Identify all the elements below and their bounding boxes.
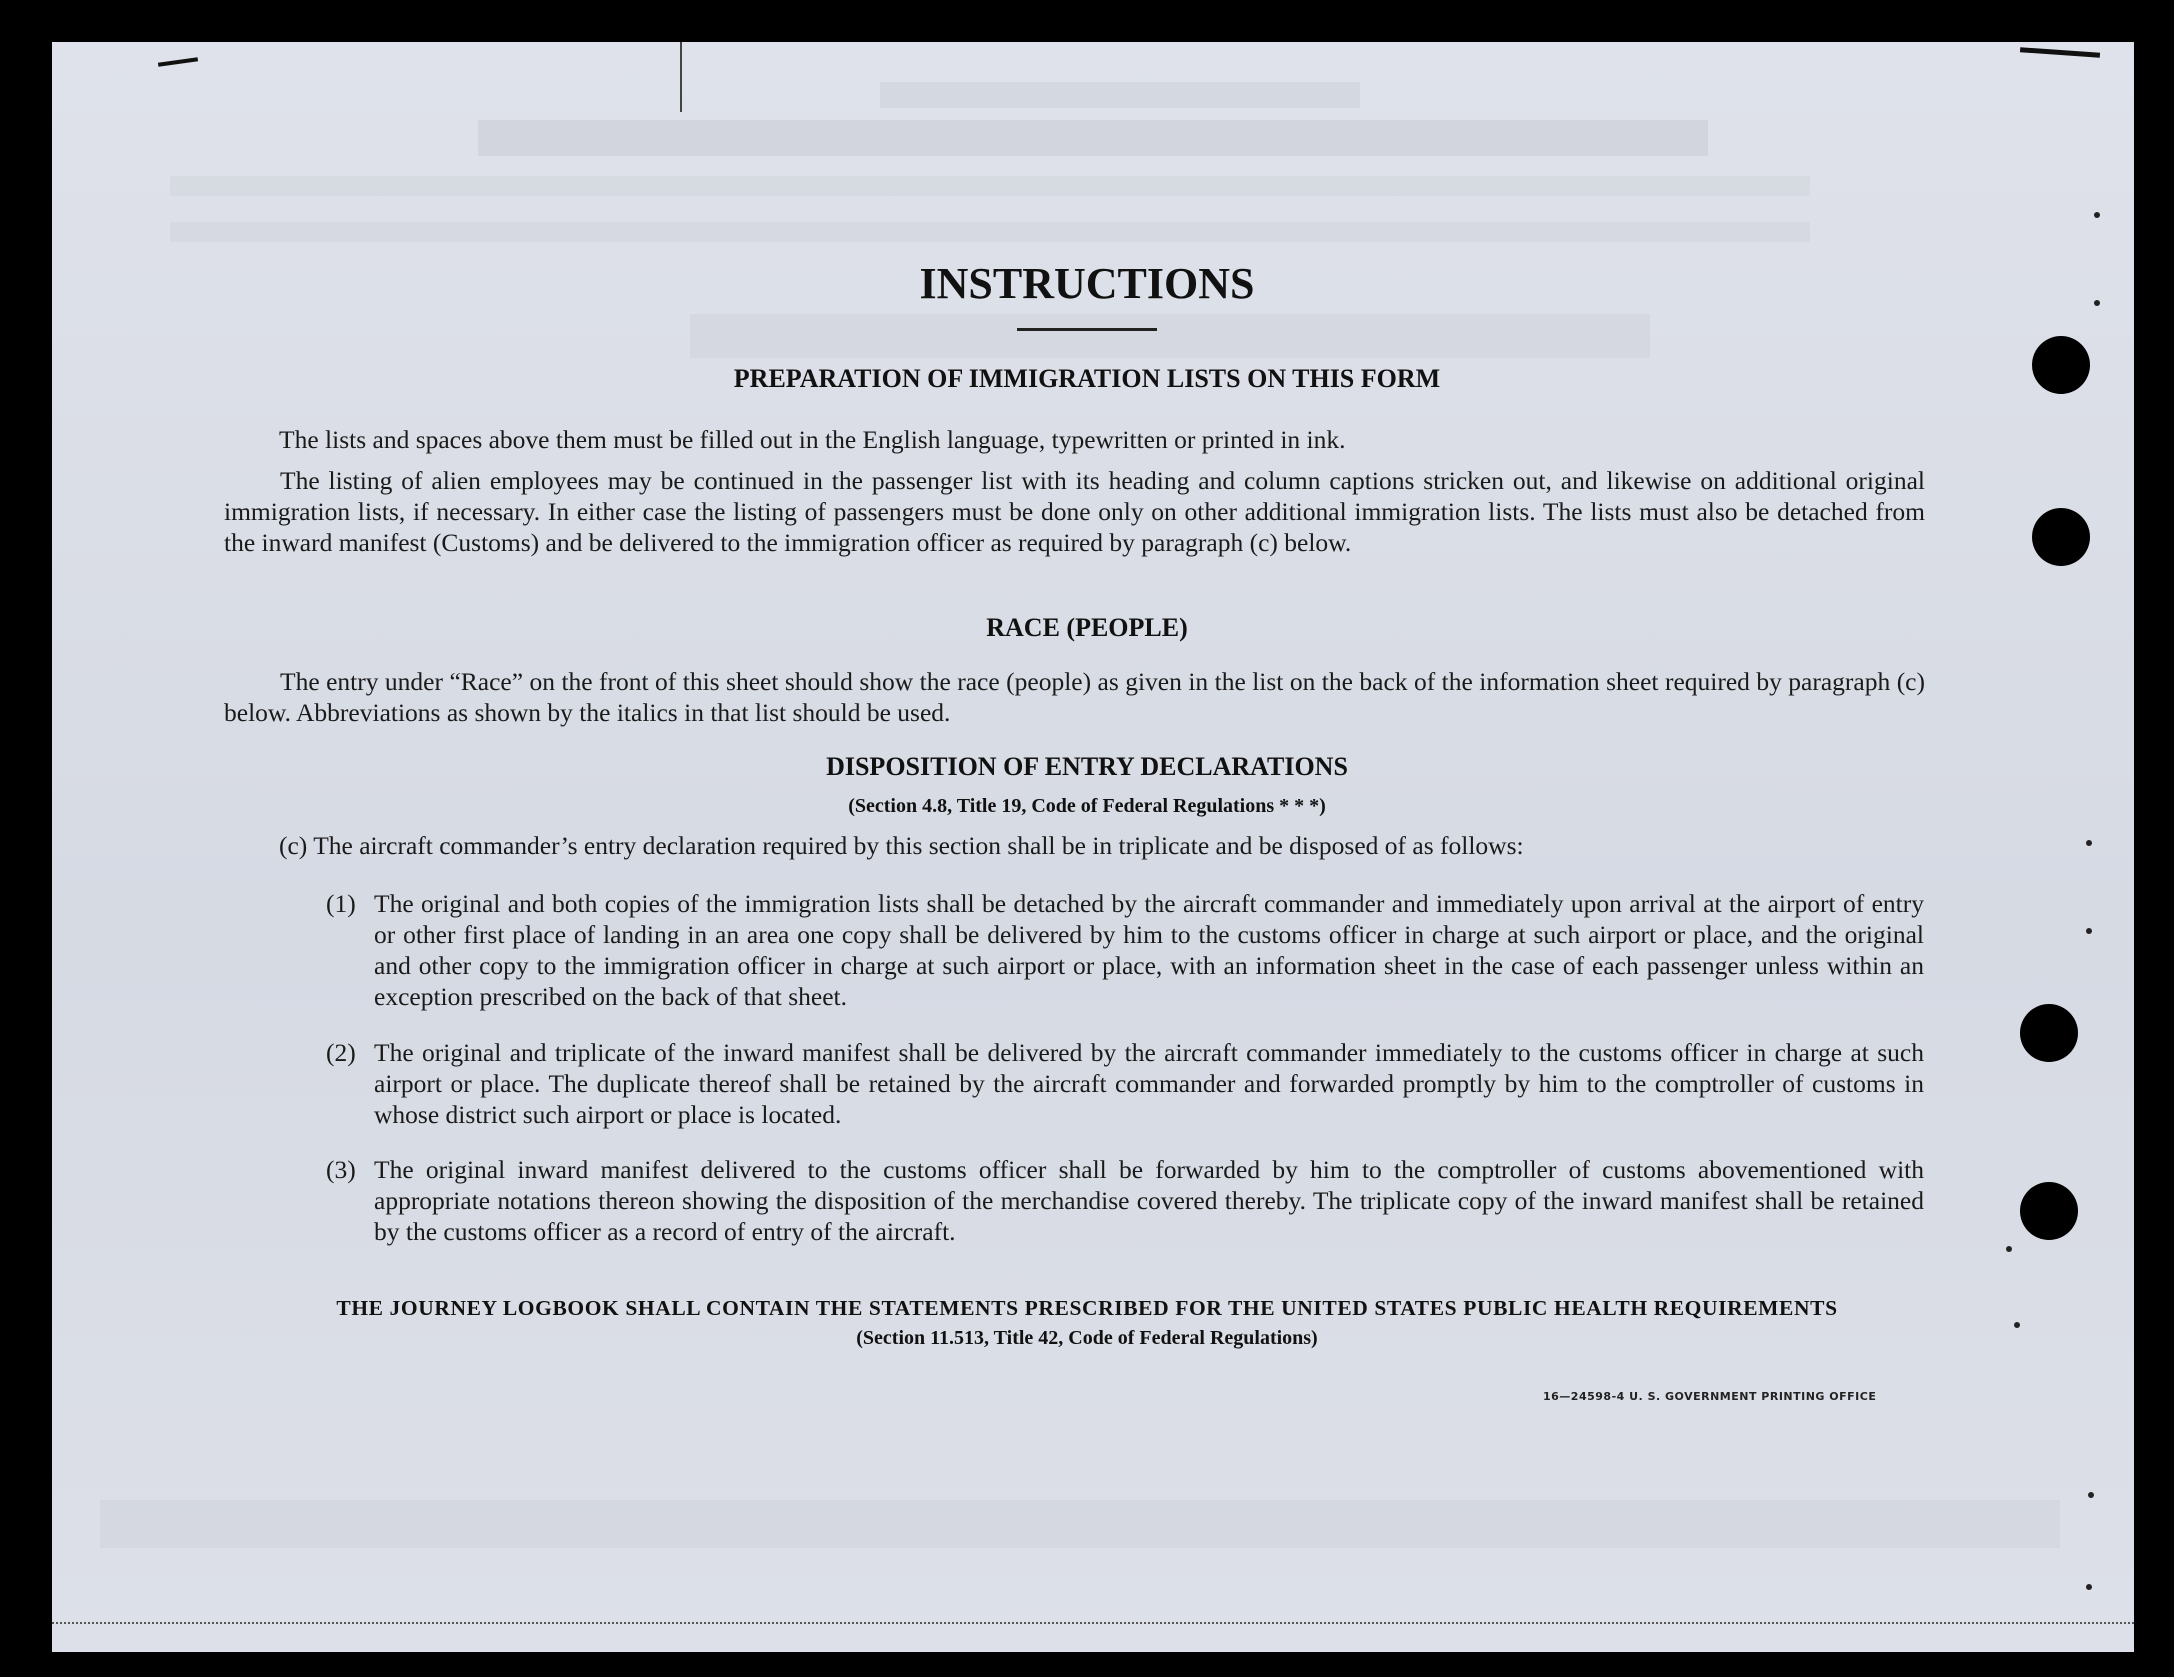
- page-title: INSTRUCTIONS: [919, 259, 1255, 308]
- item-number: (2): [326, 1038, 356, 1067]
- speck: [2086, 840, 2092, 846]
- speck: [2088, 1492, 2094, 1498]
- bleed-through-line: [170, 222, 1810, 242]
- disposition-item-text: The original inward manifest delivered to the customs officer shall be forwarded by him to the comptroller of customs abovementioned with appropriate notations thereon showing the disposition of the merchandise covered thereby. The triplicate copy of the inward manifest shall be retained by the customs officer as a record of entry of the aircraft.: [374, 1155, 1924, 1246]
- speck: [2006, 1246, 2012, 1252]
- perforation-line: [52, 1622, 2134, 1626]
- disposition-item-3: [374, 1154, 1924, 1247]
- punch-hole: [2032, 508, 2090, 566]
- bleed-through-line: [170, 176, 1810, 196]
- paragraph-race: The entry under “Race” on the front of this sheet should show the race (people) as given in the list on the back of the information sheet required by paragraph (c) below. Abbreviations as shown by the italics in that list should be used.: [224, 667, 1925, 727]
- disposition-item-text: The original and both copies of the immigration lists shall be detached by the aircraft commander and immediately upon arrival at the airport of entry or other first place of landing in an area one copy shall be delivered by him to the customs officer in charge at such airport or place, and the original and other copy to the immigration officer in charge at such airport or place, with an information sheet in the case of each passenger unless within an exception prescribed on the back of that sheet.: [374, 889, 1924, 1011]
- fold-mark: [680, 42, 682, 112]
- bleed-through-line: [100, 1500, 2060, 1548]
- punch-hole: [2020, 1004, 2078, 1062]
- disposition-item-text: The original and triplicate of the inward manifest shall be delivered by the aircraft commander immediately to the customs officer in charge at such airport or place. The duplicate thereof shall be retained by the aircraft commander and forwarded promptly by him to the comptroller of customs in whose district such airport or place is located.: [374, 1038, 1924, 1129]
- paragraph-disposition-intro: (c) The aircraft commander’s entry declaration required by this section shall be in triplicate and be disposed of as follows:: [279, 831, 1524, 860]
- item-number: (1): [326, 889, 356, 918]
- punch-hole: [2020, 1182, 2078, 1240]
- bleed-through-header: [880, 82, 1360, 108]
- item-number: (3): [326, 1155, 356, 1184]
- section-heading-preparation: PREPARATION OF IMMIGRATION LISTS ON THIS FORM: [733, 364, 1441, 393]
- speck: [2086, 1584, 2092, 1590]
- disposition-item-2: [374, 1037, 1924, 1130]
- disposition-citation: (Section 4.8, Title 19, Code of Federal Regulations * * *): [848, 795, 1326, 817]
- title-underline: [1017, 328, 1157, 331]
- speck: [2086, 928, 2092, 934]
- speck: [2094, 212, 2100, 218]
- bleed-through-line: [690, 314, 1650, 358]
- section-heading-race: RACE (PEOPLE): [986, 613, 1188, 642]
- public-health-notice: THE JOURNEY LOGBOOK SHALL CONTAIN THE STATEMENTS PRESCRIBED FOR THE UNITED STATES PUBLIC HEALTH REQUIREMENTS: [336, 1296, 1838, 1320]
- paragraph-language: The lists and spaces above them must be filled out in the English language, typewritten or printed in ink.: [279, 425, 1346, 454]
- public-health-citation: (Section 11.513, Title 42, Code of Federal Regulations): [856, 1327, 1318, 1349]
- bleed-through-title: [478, 120, 1708, 156]
- printing-office-imprint: 16—24598-4 U. S. GOVERNMENT PRINTING OFFICE: [1543, 1390, 1877, 1403]
- disposition-item-1: [348, 888, 1924, 1012]
- section-heading-disposition: DISPOSITION OF ENTRY DECLARATIONS: [826, 752, 1348, 781]
- paragraph-alien-employees: The listing of alien employees may be continued in the passenger list with its heading and column captions stricken out, and likewise on additional original immigration lists, if necessary. In either case the listing of passengers must be done only on other additional immigration lists. The lists must also be detached from the inward manifest (Customs) and be delivered to the immigration officer as required by paragraph (c) below.: [224, 466, 1925, 557]
